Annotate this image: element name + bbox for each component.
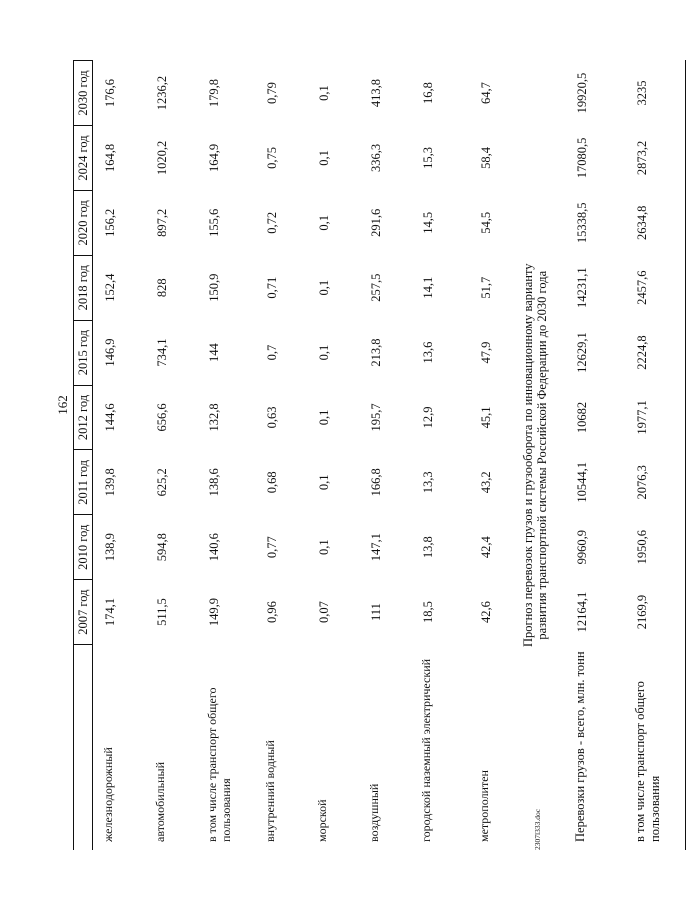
row-label: воздушный <box>367 783 381 842</box>
cell-value: 1977,1 <box>629 385 686 450</box>
cell-value: 17080,5 <box>575 137 589 179</box>
cell-value: 12,9 <box>421 406 435 429</box>
table-row <box>569 61 629 851</box>
rotated-page <box>55 60 662 850</box>
row-label: железнодорожный <box>101 747 115 842</box>
cell-value: 0,96 <box>265 601 279 624</box>
cell-value: 336,3 <box>369 143 383 173</box>
cell-value: 1020,2 <box>155 140 169 176</box>
cell-value: 15,3 <box>421 147 435 169</box>
cell-value: 51,7 <box>479 276 493 299</box>
cell-value: 511,5 <box>155 598 169 626</box>
cell-value: 594,8 <box>155 533 169 562</box>
cell-value: 144 <box>207 343 221 362</box>
cell-value: 0,72 <box>265 211 279 234</box>
year-header: 2020 год <box>74 190 93 255</box>
cell-value: 2457,6 <box>629 255 686 320</box>
row-label: в том числе транспорт общего пользования <box>205 687 233 842</box>
cell-value: 176,6 <box>103 78 117 108</box>
row-label: автомобильный <box>153 761 167 842</box>
header-blank-cell <box>74 645 93 850</box>
row-label: городской наземный электрический <box>419 658 433 842</box>
cell-value: 18,5 <box>421 601 435 624</box>
row-label: метрополитен <box>477 770 491 842</box>
cell-value: 19920,5 <box>575 72 589 114</box>
cell-value: 0,1 <box>317 215 331 231</box>
cell-value: 0,7 <box>265 344 279 361</box>
cell-value: 0,77 <box>265 536 279 559</box>
cell-value: 0,71 <box>265 276 279 299</box>
section-caption <box>521 61 569 851</box>
cell-value: 12629,1 <box>575 332 589 373</box>
cell-value: 291,6 <box>369 208 383 237</box>
cell-value: 132,8 <box>207 403 221 432</box>
row-label: Перевозки грузов - всего, млн. тонн <box>573 651 587 842</box>
section-caption-row <box>521 61 569 851</box>
cell-value: 166,8 <box>369 468 383 497</box>
cell-value: 58,4 <box>479 147 493 169</box>
cell-value: 10544,1 <box>575 462 589 503</box>
cell-value: 0,1 <box>317 85 331 101</box>
cell-value: 42,6 <box>479 601 493 624</box>
cell-value: 257,5 <box>369 273 383 302</box>
cell-value: 174,1 <box>103 598 117 627</box>
cell-value: 1236,2 <box>155 75 169 111</box>
cell-value: 656,6 <box>155 403 169 432</box>
cell-value: 828 <box>155 278 169 298</box>
cell-value: 15338,5 <box>575 202 589 244</box>
cell-value: 155,6 <box>207 208 221 237</box>
cell-value: 43,2 <box>479 471 493 494</box>
cell-value: 152,4 <box>103 273 117 302</box>
cell-value: 140,6 <box>207 533 221 562</box>
cell-value: 2076,3 <box>629 450 686 515</box>
row-label: морской <box>315 799 329 842</box>
document-id: 2307l333.doc <box>533 808 542 850</box>
table-row <box>629 61 686 851</box>
table-row <box>469 61 521 851</box>
year-header: 2015 год <box>74 320 93 385</box>
cell-value: 0,63 <box>265 406 279 429</box>
cell-value: 0,07 <box>317 601 331 624</box>
cell-value: 14231,1 <box>575 267 589 309</box>
year-header: 2024 год <box>74 126 93 191</box>
cell-value: 625,2 <box>155 468 169 497</box>
cell-value: 42,4 <box>479 536 493 559</box>
cell-value: 138,9 <box>103 533 117 562</box>
table-row <box>359 61 411 851</box>
cell-value: 13,8 <box>421 536 435 559</box>
table-row <box>307 61 359 851</box>
cell-value: 2224,8 <box>629 320 686 385</box>
cell-value: 47,9 <box>479 341 493 364</box>
cell-value: 897,2 <box>155 208 169 237</box>
cell-value: 2634,8 <box>629 190 686 255</box>
cell-value: 164,9 <box>207 143 221 173</box>
year-header: 2007 год <box>74 580 93 645</box>
table-row <box>93 61 146 851</box>
cell-value: 179,8 <box>207 78 221 108</box>
year-header: 2010 год <box>74 515 93 580</box>
cell-value: 1950,6 <box>629 515 686 580</box>
cell-value: 64,7 <box>479 82 493 104</box>
cell-value: 2169,9 <box>629 580 686 645</box>
year-header: 2012 год <box>74 385 93 450</box>
cell-value: 195,7 <box>369 403 383 432</box>
cell-value: 147,1 <box>369 533 383 562</box>
cell-value: 10682 <box>575 401 589 434</box>
cell-value: 14,5 <box>421 211 435 234</box>
page-number: 162 <box>55 395 70 415</box>
cell-value: 146,9 <box>103 338 117 367</box>
cell-value: 0,1 <box>317 539 331 556</box>
cell-value: 0,79 <box>265 82 279 104</box>
cell-value: 2873,2 <box>629 126 686 191</box>
cell-value: 0,68 <box>265 471 279 494</box>
cell-value: 12164,1 <box>575 591 589 633</box>
table-row <box>255 61 307 851</box>
cell-value: 45,1 <box>479 406 493 429</box>
table-row <box>411 61 469 851</box>
cell-value: 149,9 <box>207 598 221 627</box>
year-header: 2011 год <box>74 450 93 515</box>
cell-value: 54,5 <box>479 211 493 234</box>
cell-value: 0,1 <box>317 279 331 296</box>
row-label: внутренний водный <box>263 740 277 842</box>
cell-value: 213,8 <box>369 338 383 367</box>
cell-value: 138,6 <box>207 468 221 497</box>
cell-value: 14,1 <box>421 276 435 299</box>
cell-value: 111 <box>369 603 383 621</box>
cell-value: 413,8 <box>369 78 383 108</box>
cell-value: 0,1 <box>317 344 331 361</box>
table-row <box>197 61 255 851</box>
year-header-row <box>74 61 93 851</box>
row-label: в том числе транспорт общего пользования <box>629 645 686 850</box>
year-header: 2018 год <box>74 255 93 320</box>
cell-value: 0,1 <box>317 474 331 491</box>
cell-value: 156,2 <box>103 208 117 237</box>
cell-value: 13,6 <box>421 341 435 364</box>
table-row <box>145 61 197 851</box>
cell-value: 9960,9 <box>575 530 589 565</box>
section-caption-line: развития транспортной системы Российской Федерации до 2030 года <box>535 270 549 640</box>
cell-value: 164,8 <box>103 143 117 173</box>
cell-value: 734,1 <box>155 338 169 367</box>
year-header: 2030 год <box>74 61 93 126</box>
cell-value: 0,1 <box>317 150 331 166</box>
cell-value: 150,9 <box>207 273 221 302</box>
cell-value: 144,6 <box>103 403 117 432</box>
cell-value: 0,75 <box>265 147 279 169</box>
section-caption-line: Прогноз перевозок грузов и грузооборота по инновационному варианту <box>521 263 535 648</box>
cell-value: 16,8 <box>421 82 435 104</box>
transport-table <box>73 60 686 850</box>
cell-value: 3235 <box>629 61 686 126</box>
cell-value: 0,1 <box>317 409 331 426</box>
cell-value: 13,3 <box>421 471 435 494</box>
cell-value: 139,8 <box>103 468 117 497</box>
